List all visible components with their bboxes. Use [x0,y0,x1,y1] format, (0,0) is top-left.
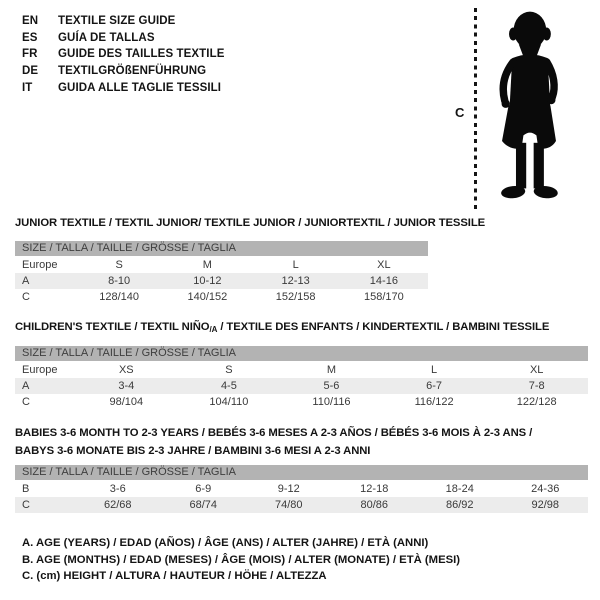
table-title: JUNIOR TEXTILE / TEXTIL JUNIOR/ TEXTILE JUNIOR / JUNIORTEXTIL / JUNIOR TESSILE [15,217,486,229]
size-table-junior [15,217,486,305]
footnotes [22,535,460,585]
size-header-bar: SIZE / TALLA / TAILLE / GRÖSSE / TAGLIA [15,465,588,480]
size-cell: M [326,364,337,376]
table-row-age [15,378,588,394]
row-label: C [22,396,30,408]
table-row-height [15,394,588,410]
height-cell: 62/68 [103,499,132,511]
size-header-bar: SIZE / TALLA / TAILLE / GRÖSSE / TAGLIA [15,241,428,256]
language-row-de [22,63,225,80]
language-code: IT [22,81,33,94]
footnote-a: A. AGE (YEARS) / EDAD (AÑOS) / ÂGE (ANS) / ALTER (JAHRE) / ETÀ (ANNI) [22,537,429,549]
size-cell: S [115,259,123,271]
table-row-europe [15,257,428,273]
language-title: GUIDE DES TAILLES TEXTILE [58,48,225,61]
row-label: C [22,291,30,303]
table-title-part2: / TEXTILE DES ENFANTS / KINDERTEXTIL / BAMBINI TESSILE [217,321,550,333]
baby-silhouette-icon [487,7,571,207]
language-code: EN [22,15,39,27]
height-measure-dashed-line [474,8,477,211]
age-cell: 5-6 [323,380,340,392]
row-label: B [22,483,30,495]
age-cell: 18-24 [445,483,474,495]
table-title-line1: BABIES 3-6 MONTH TO 2-3 YEARS / BEBÉS 3-6 MESES A 2-3 AÑOS / BÉBÉS 3-6 MOIS À 2-3 ANS / [15,427,533,439]
language-row-it [22,80,225,97]
height-cell: 116/122 [414,396,454,408]
language-row-fr [22,46,225,63]
height-cell: 140/152 [187,291,228,303]
language-code: ES [22,31,38,44]
row-label: Europe [22,364,58,376]
age-cell: 6-7 [426,380,443,392]
language-title: GUIDA ALLE TAGLIE TESSILI [58,81,222,94]
table-title-part1: CHILDREN'S TEXTILE / TEXTIL NIÑO [15,321,210,333]
table-title [15,321,588,336]
height-cell: 104/110 [209,396,249,408]
row-label: A [22,380,30,392]
height-cell: 122/128 [516,396,557,408]
size-cell: M [202,259,212,271]
table-row-height [15,289,428,305]
footnote-b: B. AGE (MONTHS) / EDAD (MESES) / ÂGE (MOIS) / ALTER (MONATE) / ETÀ (MESI) [22,553,461,566]
table-title [15,425,588,460]
height-cell: 98/104 [109,396,144,408]
age-cell: 9-12 [277,483,300,495]
language-row-es [22,30,225,47]
table-row-age-months [15,481,588,497]
age-cell: 10-12 [193,275,222,287]
height-cell: 152/158 [275,291,316,303]
size-cell: L [292,259,299,271]
age-cell: 4-5 [220,380,237,392]
row-label: C [22,499,30,511]
height-cell: 110/116 [312,396,351,408]
footnote-c: C. (cm) HEIGHT / ALTURA / HAUTEUR / HÖHE / ALTEZZA [22,570,327,583]
age-cell: 12-18 [360,483,389,495]
table-row-height [15,497,588,513]
language-row-en [22,13,225,30]
size-cell: XS [118,364,134,376]
size-cell: L [431,364,438,376]
age-cell: 7-8 [528,380,545,392]
age-cell: 12-13 [281,275,310,287]
row-label: Europe [22,259,58,271]
language-code: DE [22,65,39,78]
row-label: A [22,275,30,287]
table-title-sub: /A [209,325,218,334]
size-cell: S [225,364,233,376]
age-cell: 3-6 [109,483,126,495]
language-header [22,13,225,97]
age-cell: 3-4 [118,380,135,392]
height-cell: 92/98 [531,499,560,511]
height-cell: 128/140 [99,291,139,303]
age-cell: 8-10 [108,275,131,287]
size-cell: XL [529,364,544,376]
age-cell: 14-16 [369,275,398,287]
language-title: TEXTILGRÖßENFÜHRUNG [58,65,207,78]
height-cell: 80/86 [360,499,389,511]
size-table-children [15,321,588,410]
size-table-babies [15,425,588,513]
age-cell: 6-9 [195,483,212,495]
language-title: TEXTILE SIZE GUIDE [58,15,176,27]
language-code: FR [22,48,38,61]
height-cell: 86/92 [445,499,474,511]
table-row-age [15,273,428,289]
height-measure-label: C [455,105,465,120]
height-cell: 68/74 [189,499,218,511]
language-title: GUÍA DE TALLAS [58,31,155,44]
table-title-line2: BABYS 3-6 MONATE BIS 2-3 JAHRE / BAMBINI 3-6 MESI A 2-3 ANNI [15,444,371,457]
size-header-bar: SIZE / TALLA / TAILLE / GRÖSSE / TAGLIA [15,346,588,361]
height-cell: 74/80 [274,499,303,511]
size-cell: XL [377,259,391,271]
age-cell: 24-36 [531,483,560,495]
table-row-europe [15,362,588,378]
height-cell: 158/170 [363,291,404,303]
